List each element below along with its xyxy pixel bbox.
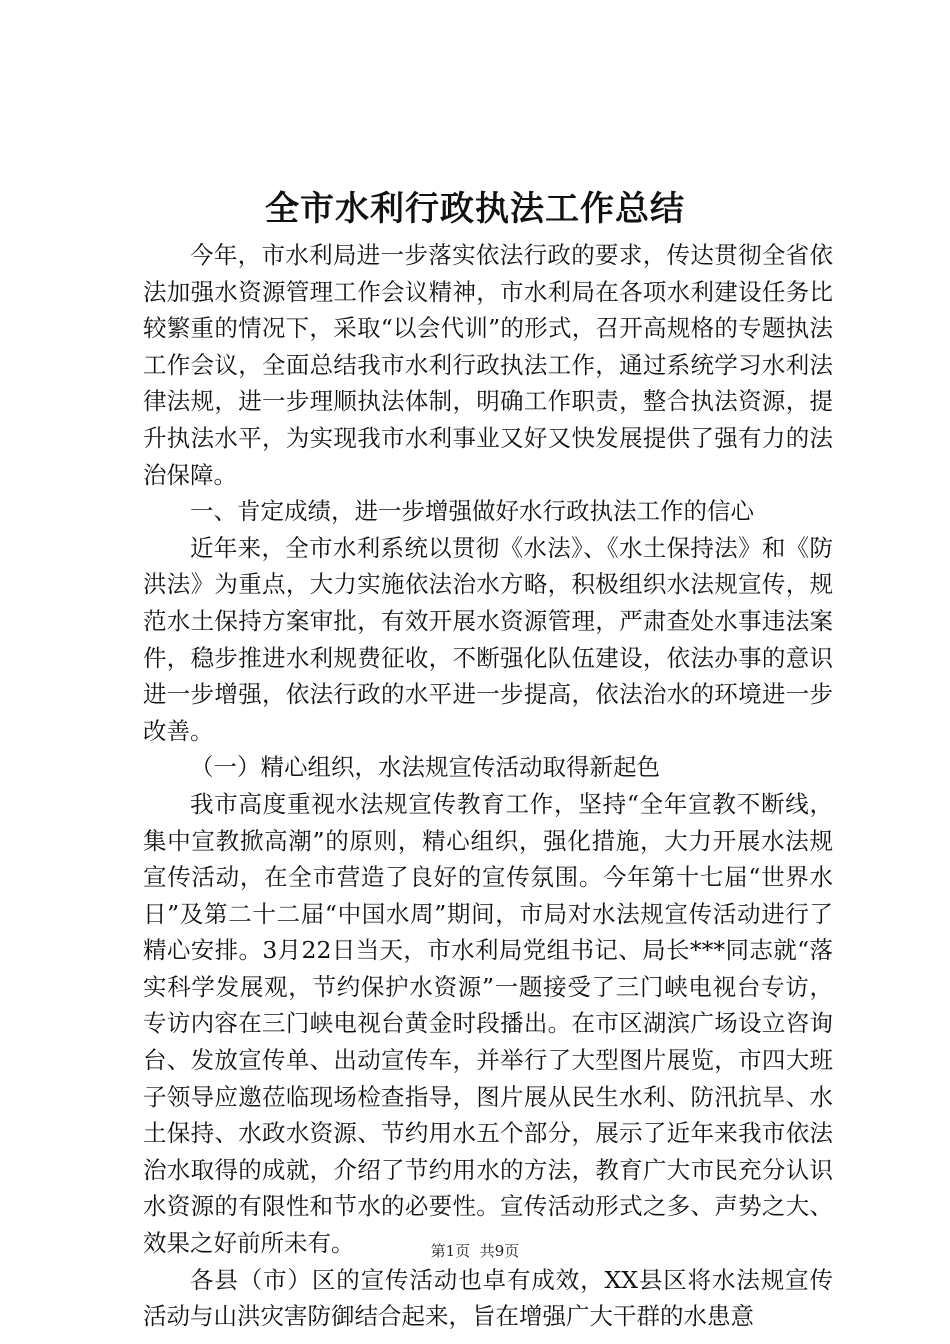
document-title: 全市水利行政执法工作总结 [265, 189, 685, 229]
section-heading-1: 一、肯定成绩，进一步增强做好水行政执法工作的信心 [190, 497, 754, 526]
page-total: 共9页 [479, 1242, 520, 1260]
subsection-heading-1: （一）精心组织，水法规宣传活动取得新起色 [190, 753, 660, 782]
paragraph-achievements: 近年来，全市水利系统以贯彻《水法》、《水土保持法》和《防洪法》为重点，大力实施依法治水方略，积极组织水法规宣传，规范水土保持方案审批，有效开展水资源管理，严肃查处水事违法案件，稳步推进水利规费征收，不断强化队伍建设，依法办事的意识进一步增强，依法行政的水平进一步提高，依法治水的环境进一步改善。 [143, 533, 833, 745]
paragraph-intro: 今年，市水利局进一步落实依法行政的要求，传达贯彻全省依法加强水资源管理工作会议精神，市水利局在各项水利建设任务比较繁重的情况下，采取“以会代训”的形式，召开高规格的专题执法工作会议，全面总结我市水利行政执法工作，通过系统学习水利法律法规，进一步理顺执法体制，明确工作职责，整合执法资源，提升执法水平，为实现我市水利事业又好又快发展提供了强有力的法治保障。 [143, 241, 833, 489]
page-footer [0, 1241, 950, 1261]
paragraph-counties: 各县（市）区的宣传活动也卓有成效，XX县区将水法规宣传活动与山洪灾害防御结合起来，旨在增强广大干群的水患意 [143, 1265, 833, 1331]
paragraph-publicity: 我市高度重视水法规宣传教育工作，坚持“全年宣教不断线，集中宣教掀高潮”的原则，精心组织，强化措施，大力开展水法规宣传活动，在全市营造了良好的宣传氛围。今年第十七届“世界水日”及第二十二届“中国水周”期间，市局对水法规宣传活动进行了精心安排。3月22日当天，市水利局党组书记、局长***同志就“落实科学发展观，节约保护水资源”一题接受了三门峡电视台专访，专访内容在三门峡电视台黄金时段播出。在市区湖滨广场设立咨询台、发放宣传单、出动宣传车，并举行了大型图片展览，市四大班子领导应邀莅临现场检查指导，图片展从民生水利、防汛抗旱、水土保持、水政水资源、节约用水五个部分，展示了近年来我市依法治水取得的成就，介绍了节约用水的方法，教育广大市民充分认识水资源的有限性和节水的必要性。宣传活动形式之多、声势之大、效果之好前所未有。 [143, 789, 833, 1258]
document-body [143, 237, 833, 1335]
page-number: 第1页 [430, 1242, 471, 1260]
